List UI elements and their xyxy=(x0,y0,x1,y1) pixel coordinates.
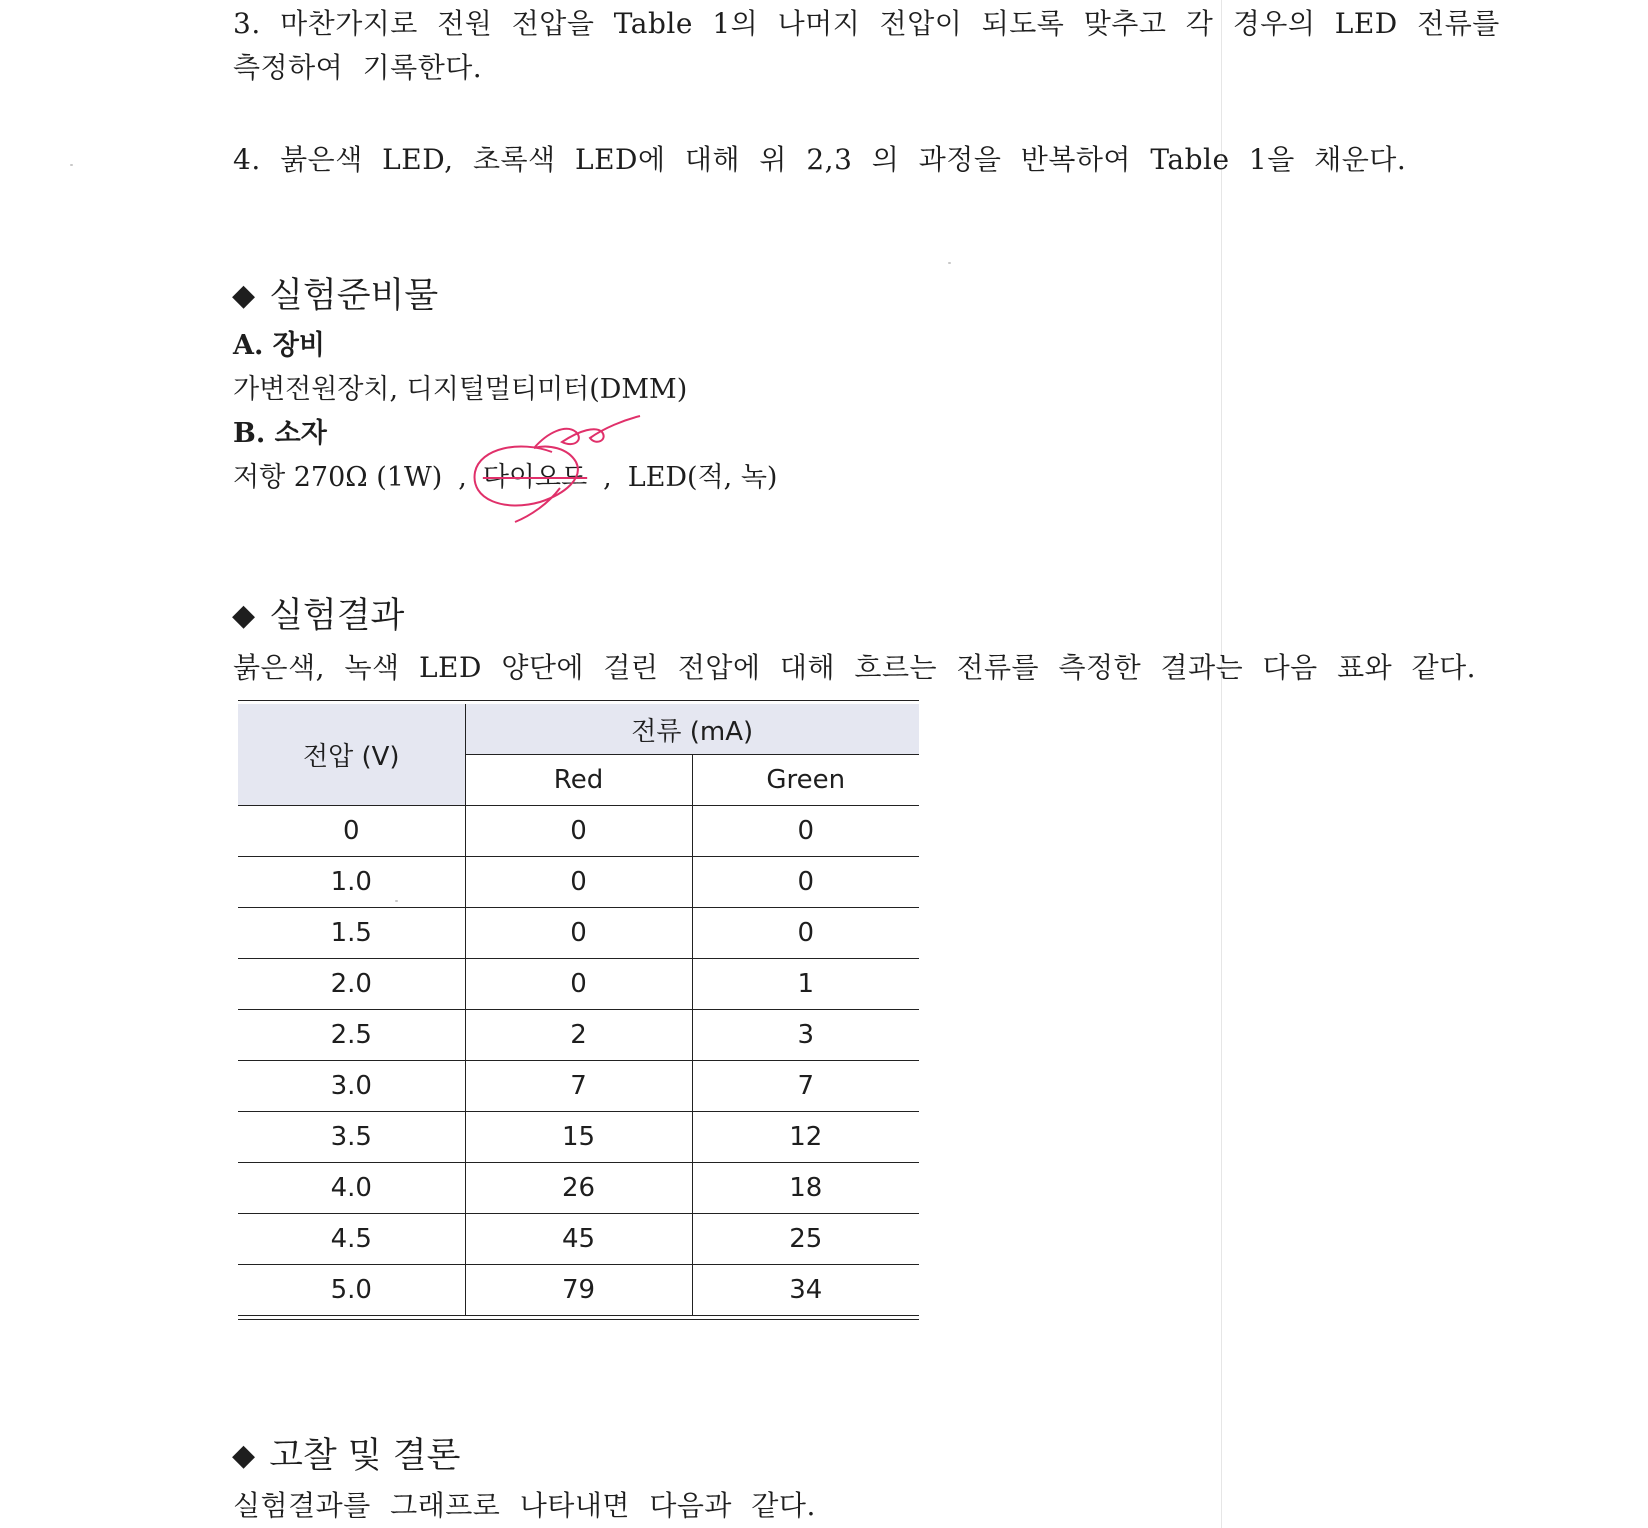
step3-line1: 3. 마찬가지로 전원 전압을 Table 1의 나머지 전압이 되도록 맞추고 각 경우의 LED 전류를 xyxy=(233,7,1500,40)
table-row xyxy=(238,908,919,959)
results-heading xyxy=(232,594,404,638)
red-current-cell: 45 xyxy=(465,1214,692,1265)
voltage-cell: 4.0 xyxy=(238,1163,465,1214)
components-items xyxy=(233,458,777,498)
green-current-cell: 1 xyxy=(692,959,919,1010)
scan-fold-line xyxy=(1221,0,1222,1528)
prep-heading xyxy=(232,274,438,318)
table-row xyxy=(238,857,919,908)
table-row xyxy=(238,1163,919,1214)
voltage-cell: 3.5 xyxy=(238,1112,465,1163)
table-row xyxy=(238,1112,919,1163)
results-table xyxy=(238,704,919,1316)
green-header: Green xyxy=(692,755,919,806)
red-current-cell: 0 xyxy=(465,959,692,1010)
separator: , xyxy=(458,462,467,493)
table-row xyxy=(238,806,919,857)
scan-speck xyxy=(70,164,73,166)
green-current-cell: 12 xyxy=(692,1112,919,1163)
red-current-cell: 2 xyxy=(465,1010,692,1061)
resistor-text: 저항 270Ω (1W) xyxy=(233,462,443,493)
conclusion-heading xyxy=(232,1434,460,1478)
green-current-cell: 3 xyxy=(692,1010,919,1061)
voltage-cell: 0 xyxy=(238,806,465,857)
table-row xyxy=(238,1061,919,1112)
results-table-wrapper xyxy=(238,700,919,1320)
prep-heading-text: 실험준비물 xyxy=(269,276,439,316)
voltage-cell: 1.5 xyxy=(238,908,465,959)
green-current-cell: 0 xyxy=(692,806,919,857)
green-current-cell: 0 xyxy=(692,857,919,908)
separator: , xyxy=(603,462,612,493)
table-row xyxy=(238,1265,919,1316)
red-current-cell: 0 xyxy=(465,806,692,857)
conclusion-heading-text: 고찰 및 결론 xyxy=(269,1436,461,1476)
green-current-cell: 18 xyxy=(692,1163,919,1214)
red-header: Red xyxy=(465,755,692,806)
table-row xyxy=(238,959,919,1010)
equipment-label: A. 장비 xyxy=(233,330,325,361)
led-text: LED(적, 녹) xyxy=(627,462,778,493)
green-current-cell: 34 xyxy=(692,1265,919,1316)
components-label: B. 소자 xyxy=(233,418,327,449)
diamond-bullet-icon: ◆ xyxy=(232,1438,256,1473)
voltage-cell: 5.0 xyxy=(238,1265,465,1316)
green-current-cell: 7 xyxy=(692,1061,919,1112)
voltage-cell: 1.0 xyxy=(238,857,465,908)
table-top-rule xyxy=(238,700,919,701)
table-bottom-rule xyxy=(238,1319,919,1320)
results-heading-text: 실험결과 xyxy=(269,596,405,636)
diamond-bullet-icon: ◆ xyxy=(232,278,256,313)
scan-speck xyxy=(948,262,951,264)
current-header: 전류 (mA) xyxy=(465,704,919,755)
red-current-cell: 0 xyxy=(465,857,692,908)
table-row xyxy=(238,1010,919,1061)
red-current-cell: 0 xyxy=(465,908,692,959)
red-current-cell: 15 xyxy=(465,1112,692,1163)
red-current-cell: 79 xyxy=(465,1265,692,1316)
voltage-cell: 3.0 xyxy=(238,1061,465,1112)
table-row xyxy=(238,1214,919,1265)
voltage-cell: 2.5 xyxy=(238,1010,465,1061)
red-current-cell: 26 xyxy=(465,1163,692,1214)
voltage-cell: 2.0 xyxy=(238,959,465,1010)
step4: 4. 붉은색 LED, 초록색 LED에 대해 위 2,3 의 과정을 반복하여 Table 1을 채운다. xyxy=(233,143,1407,176)
step3-line2: 측정하여 기록한다. xyxy=(233,51,483,84)
diamond-bullet-icon: ◆ xyxy=(232,598,256,633)
results-intro: 붉은색, 녹색 LED 양단에 걸린 전압에 대해 흐르는 전류를 측정한 결과는 다음 표와 같다. xyxy=(233,651,1477,684)
voltage-cell: 4.5 xyxy=(238,1214,465,1265)
diode-text: 다이오드 xyxy=(482,462,588,493)
equipment-items: 가변전원장치, 디지털멀티미터(DMM) xyxy=(233,374,688,405)
red-current-cell: 7 xyxy=(465,1061,692,1112)
voltage-header: 전압 (V) xyxy=(238,704,465,806)
green-current-cell: 25 xyxy=(692,1214,919,1265)
conclusion-intro: 실험결과를 그래프로 나타내면 다음과 같다. xyxy=(233,1489,816,1522)
green-current-cell: 0 xyxy=(692,908,919,959)
